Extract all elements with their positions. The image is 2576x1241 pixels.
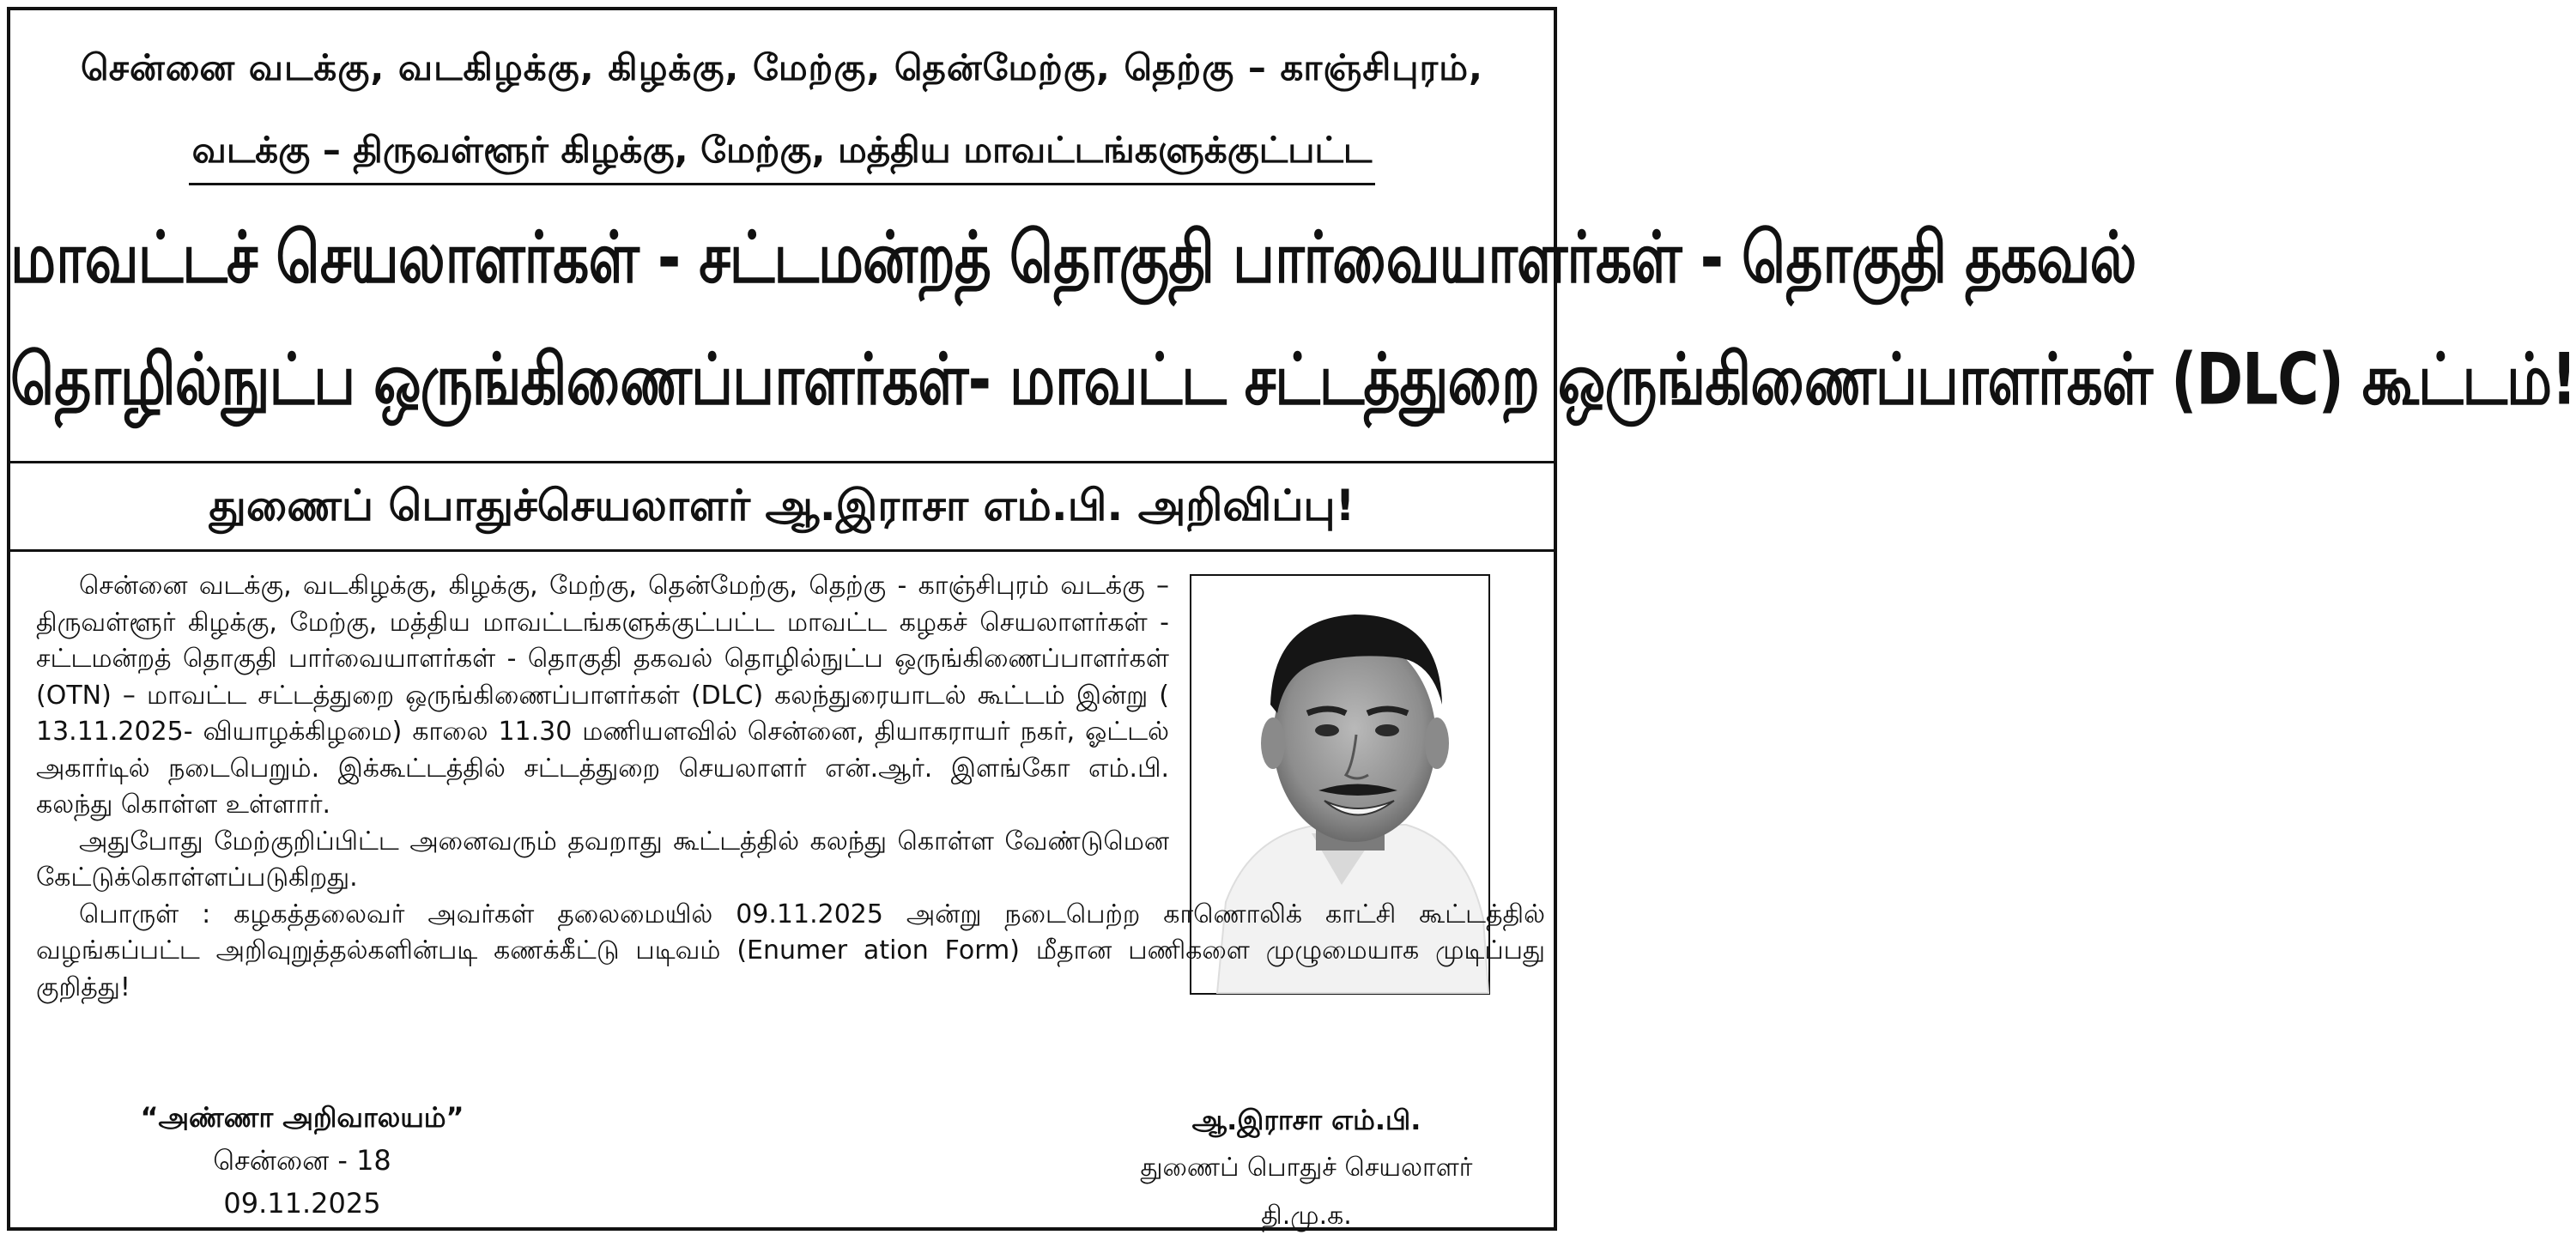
- divider-top: [10, 461, 1554, 463]
- issue-place-block: [122, 1096, 482, 1225]
- header-line-1: சென்னை வடக்கு, வடகிழக்கு, கிழக்கு, மேற்கு, தென்மேற்கு, தெற்கு – காஞ்சிபுரம்,: [81, 46, 1483, 88]
- body-paragraph-2: அதுபோது மேற்குறிப்பிட்ட அனைவரும் தவறாது கூட்டத்தில் கலந்து கொள்ள வேண்டுமென கேட்டுக்கொள்ளப்படுகிறது.: [36, 826, 1169, 893]
- issue-date: 09.11.2025: [223, 1187, 381, 1220]
- headline-1: மாவட்டச் செயலாளர்கள் - சட்டமன்றத் தொகுதி பார்வையாளர்கள் - தொகுதி தகவல்: [10, 216, 2137, 300]
- signatory-title: துணைப் பொதுச் செயலாளர்: [1140, 1153, 1473, 1183]
- signatory-name: ஆ.இராசா எம்.பி.: [1191, 1104, 1421, 1136]
- announcement-title: துணைப் பொதுச்செயலாளர் ஆ.இராசா எம்.பி. அறிவிப்பு!: [209, 481, 1355, 530]
- headline-2: தொழில்நுட்ப ஒருங்கிணைப்பாளர்கள்- மாவட்ட சட்டத்துறை ஒருங்கிணைப்பாளர்கள் (DLC) கூட்டம்!: [10, 338, 2576, 421]
- notice-body: [36, 568, 1545, 1006]
- issue-place: “அண்ணா அறிவாலயம்”: [140, 1101, 464, 1134]
- notice-frame: [7, 7, 2576, 1231]
- body-paragraph-1: சென்னை வடக்கு, வடகிழக்கு, கிழக்கு, மேற்கு, தென்மேற்கு, தெற்கு - காஞ்சிபுரம் வடக்கு – திருவள்ளூர் கிழக்கு, மேற்கு, மத்திய மாவட்டங்களுக்குட்பட்ட மாவட்ட கழகச் செயலாளர்கள் - சட்டமன்றத் தொகுதி பார்வையாளர்கள் - தொகுதி தகவல் தொழில்நுட்ப ஒருங்கிணைப்பாளர்கள் (OTN) – மாவட்ட சட்டத்துறை ஒருங்கிணைப்பாளர்கள் (DLC) கலந்துரையாடல் கூட்டம் இன்று ( 13.11.2025- வியாழக்கிழமை) காலை 11.30 மணியளவில் சென்னை, தியாகராயர் நகர், ஓட்டல் அகார்டில் நடைபெறும். இக்கூட்டத்தில் சட்டத்துறை செயலாளர் என்.ஆர். இளங்கோ எம்.பி. கலந்து கொள்ள உள்ளார்.: [36, 571, 1169, 820]
- divider-bottom: [10, 549, 1554, 552]
- signatory-party: தி.மு.க.: [1261, 1201, 1352, 1231]
- signatory-block: [1075, 1096, 1538, 1240]
- body-paragraph-3: பொருள் : கழகத்தலைவர் அவர்கள் தலைமையில் 09.11.2025 அன்று நடைபெற்ற காணொலிக் காட்சி கூட்டத்தில் வழங்கப்பட்ட அறிவுறுத்தல்களின்படி கணக்கீட்டு படிவம் (Enumer ation Form) மீதான பணிகளை முழுமையாக முடிப்பது குறித்து!: [36, 899, 1545, 1002]
- issue-city: சென்னை - 18: [213, 1144, 391, 1177]
- header-line-2: [10, 129, 1554, 185]
- header-line-2-text: வடக்கு – திருவள்ளூர் கிழக்கு, மேற்கு, மத்திய மாவட்டங்களுக்குட்பட்ட: [189, 129, 1376, 185]
